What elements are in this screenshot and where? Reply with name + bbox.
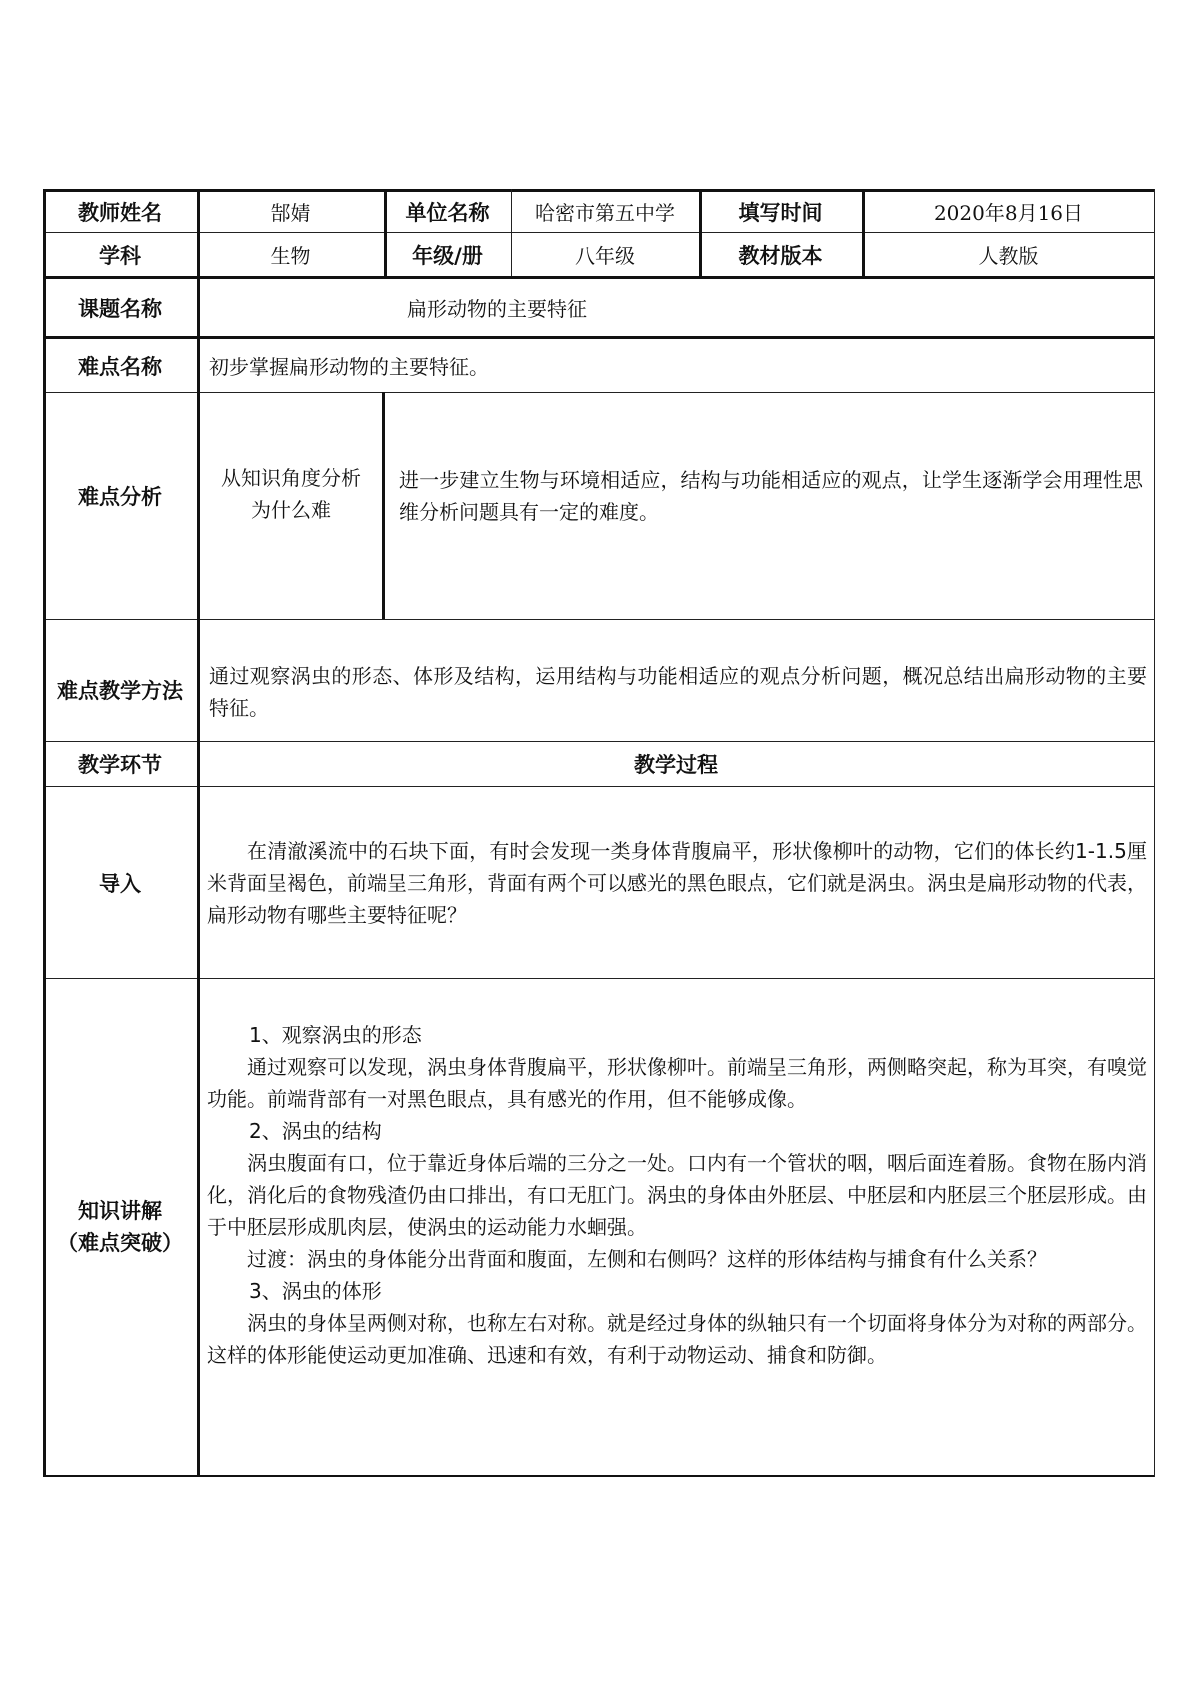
grade-value: 八年级 <box>575 244 635 268</box>
topic-label: 课题名称 <box>78 296 162 321</box>
section-2-title: 2、涡虫的结构 <box>249 1119 382 1143</box>
knowledge-row <box>43 979 1155 1475</box>
intro-text: 在清澈溪流中的石块下面，有时会发现一类身体背腹扁平，形状像柳叶的动物，它们的体长约1-1.5厘米背面呈褐色，前端呈三角形，背面有两个可以感光的黑色眼点，它们就是涡虫。涡虫是扁形动物的代表，扁形动物有哪些主要特征呢？ <box>207 838 1147 927</box>
section-1-text: 通过观察可以发现，涡虫身体背腹扁平，形状像柳叶。前端呈三角形，两侧略突起，称为耳突，有嗅觉功能。前端背部有一对黑色眼点，具有感光的作用，但不能够成像。 <box>207 1055 1147 1111</box>
section-2-text: 涡虫腹面有口，位于靠近身体后端的三分之一处。口内有一个管状的咽，咽后面连着肠。食物在肠内消化，消化后的食物残渣仍由口排出，有口无肛门。涡虫的身体由外胚层、中胚层和内胚层三个胚层形成。由于中胚层形成肌肉层，使涡虫的运动能力水蛔强。 <box>207 1151 1147 1239</box>
difficulty-row <box>43 339 1155 392</box>
analysis-sub-label: 从知识角度分析为什么难 <box>221 466 361 522</box>
transition-text: 过渡：涡虫的身体能分出背面和腹面，左侧和右侧吗？这样的形体结构与捕食有什么关系？ <box>247 1247 1047 1271</box>
section-3-text: 涡虫的身体呈两侧对称，也称左右对称。就是经过身体的纵轴只有一个切面将身体分为对称的两部分。这样的体形能使运动更加准确、迅速和有效，有利于动物运动、捕食和防御。 <box>207 1311 1147 1367</box>
analysis-label: 难点分析 <box>78 485 162 509</box>
process-header-row <box>43 742 1155 786</box>
knowledge-content <box>207 1019 1147 1371</box>
fill-time-value: 2020年8月16日 <box>933 201 1084 225</box>
fill-time-label: 填写时间 <box>738 200 823 225</box>
grade-label: 年级/册 <box>412 243 483 268</box>
section-3-title: 3、涡虫的体形 <box>249 1279 382 1303</box>
unit-value: 哈密市第五中学 <box>535 201 675 225</box>
header-row-1 <box>43 191 1155 232</box>
teacher-name-value: 郜婧 <box>270 201 311 225</box>
subject-label: 学科 <box>99 243 141 268</box>
unit-label: 单位名称 <box>405 200 490 225</box>
edition-label: 教材版本 <box>738 243 823 268</box>
process-label: 教学过程 <box>634 753 718 777</box>
difficulty-label: 难点名称 <box>78 354 162 379</box>
stage-label: 教学环节 <box>78 753 162 777</box>
topic-value: 扁形动物的主要特征 <box>407 297 587 321</box>
teacher-name-label: 教师姓名 <box>78 200 162 225</box>
knowledge-label-line1: 知识讲解 <box>78 1199 162 1223</box>
knowledge-label <box>43 979 197 1475</box>
header-row-2 <box>43 233 1155 276</box>
method-row <box>43 620 1155 741</box>
method-label: 难点教学方法 <box>57 678 183 703</box>
intro-label: 导入 <box>99 871 141 896</box>
knowledge-label-line2: （难点突破） <box>57 1231 183 1255</box>
intro-cell <box>207 787 1147 978</box>
table-bottom-border <box>43 1475 1155 1477</box>
analysis-value: 进一步建立生物与环境相适应，结构与功能相适应的观点，让学生逐渐学会用理性思维分析问题具有一定的难度。 <box>399 468 1143 524</box>
topic-row <box>43 279 1155 336</box>
subject-value: 生物 <box>270 244 311 268</box>
edition-value: 人教版 <box>978 244 1039 268</box>
difficulty-value: 初步掌握扁形动物的主要特征。 <box>209 355 489 379</box>
intro-row <box>43 787 1155 978</box>
method-value: 通过观察涡虫的形态、体形及结构，运用结构与功能相适应的观点分析问题，概况总结出扁形动物的主要特征。 <box>209 663 1147 720</box>
analysis-row <box>43 393 1155 619</box>
section-1-title: 1、观察涡虫的形态 <box>249 1023 422 1047</box>
